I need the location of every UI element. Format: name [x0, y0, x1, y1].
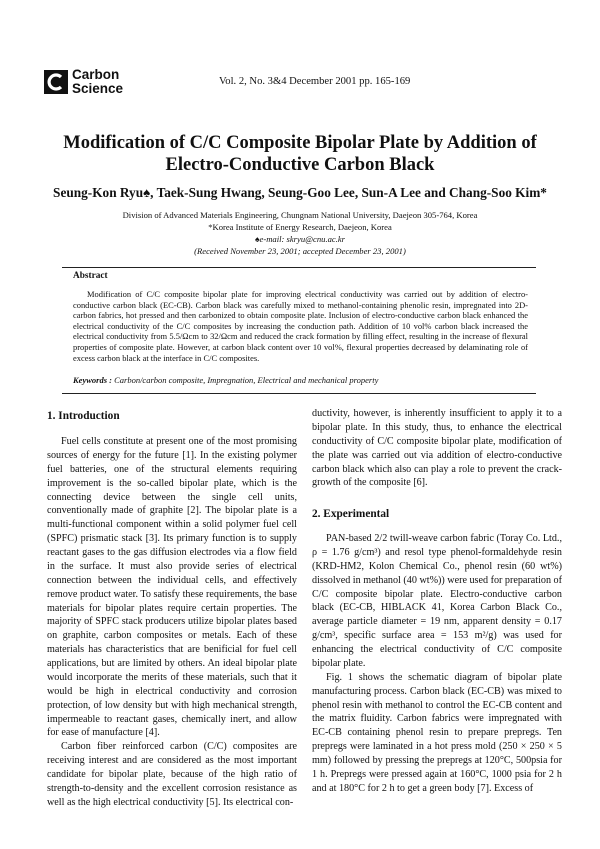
section-heading-introduction: 1. Introduction [47, 410, 120, 422]
abstract-heading: Abstract [73, 271, 108, 281]
journal-logo [44, 68, 124, 100]
paper-title-line2: Electro-Conductive Carbon Black [165, 155, 435, 175]
experimental-paragraph-1: PAN-based 2/2 twill-weave carbon fabric (Toray Co. Ltd., ρ = 1.76 g/cm³) and resol type phenol-formaldehyde resin (KRD-HM2, Kolon Chemical Co., phenol resin (60 wt%) dissolved in methanol (40 wt%)) were used for preparation of C/C composite bipolar plate. Electro-conductive carbon black (EC-CB, HIBLACK 41, Korea Carbon Black Co., average particle diameter = 19 nm, apparent density = 0.17 g/cm³, specific surface area = 153 m²/g) was used for enhancing the electrical conductivity of C/C composite bipolar plate. [312, 533, 562, 669]
intro-continuation: ductivity, however, is inherently insufficient to apply it to a bipolar plate. In this study, thus, to enhance the electrical conductivity of C/C composite bipolar plate, modification of the plate was carried out via addition of electro-conductive carbon black which also can play a role to prevent the crack-growth of the composite [6]. [312, 408, 562, 489]
carbon-science-logo-icon [44, 70, 68, 94]
volume-info: Vol. 2, No. 3&4 December 2001 pp. 165-169 [219, 76, 411, 87]
right-column-top [312, 407, 562, 490]
intro-paragraph-2: Carbon fiber reinforced carbon (C/C) composites are receiving interest and are considered as the most important candidate for bipolar plate, because of the high ratio of strength-to-density and the excellent corrosion resistance as well as the high electrical conductivity [5]. Its electrical con- [47, 741, 297, 808]
section-heading-experimental: 2. Experimental [312, 508, 390, 520]
journal-name [72, 68, 123, 96]
keywords-label: Keywords : [73, 375, 112, 385]
abstract-text: Modification of C/C composite bipolar plate for improving electrical conductivity was carried out by addition of electro-conductive carbon black (EC-CB). Carbon black was carefully mixed to methanol-containing phenolic resin, impregnated into 2D-carbon fabrics, hot pressed and then carbonized to obtain composite plate. Inclusion of electro-conductive carbon black enhanced the electrical conductivity of the C/C composites by increasing the conduction path. Addition of 10 vol% carbon black increased the electrical conductivity from 5.5/Ωcm to 32/Ωcm and reduced the crack formation by filling effect, resulting in the increase of flexural properties of composite plate. However, at carbon black content over 10 vol%, flexural properties decreased by delaminating role of excess carbon black at the interface in C/C composites. [73, 289, 528, 363]
paper-title-line1: Modification of C/C Composite Bipolar Plate by Addition of [63, 133, 537, 153]
keywords-line [73, 375, 378, 385]
affiliation-secondary: *Korea Institute of Energy Research, Daejeon, Korea [208, 222, 392, 232]
affiliation: Division of Advanced Materials Engineering, Chungnam National University, Daejeon 305-764, Korea [122, 210, 478, 220]
intro-paragraph-1: Fuel cells constitute at present one of the most promising sources of energy for the future [1]. In the existing polymer fuel batteries, one of the structural elements requiring improvement is the so-called bipolar plate, which is the connecting device between the single cell units, conventionally made of graphite [2]. The bipolar plate is a multi-functional component within a solid polymer fuel cell (SPFC) prismatic stack [3]. Its primary function is to supply reactant gases to the gas diffusion electrodes via a flow field in the surface. It must also provide series of electrical connection between the individual cells, and effectively remove product water. To satisfy these requirements, the base materials for bipolar plates require certain properties. The majority of SPFC stack producers utilize bipolar plates based on graphite, carbon composites or metals. Each of these materials has characteristics that are benificial for fuel cell applications, but are limited by others. An ideal bipolar plate would incorporate the merits of these materials, such that it would be high in electrical conductivity and corrosion protection, of low density but with high mechanical strength, impermeable to reactant gases, chemically inert, and allow for ease of manufacture [4]. [47, 436, 297, 739]
journal-name-line1: Carbon [72, 67, 120, 82]
journal-name-line2: Science [72, 81, 124, 96]
left-column [47, 435, 297, 810]
paper-title [40, 132, 560, 176]
author-list: Seung-Kon Ryu♠, Taek-Sung Hwang, Seung-Goo Lee, Sun-A Lee and Chang-Soo Kim* [53, 185, 547, 200]
corresponding-email: ♠e-mail: skryu@cnu.ac.kr [254, 234, 346, 244]
right-column-bottom [312, 532, 562, 796]
keywords-list: Carbon/carbon composite, Impregnation, Electrical and mechanical property [114, 375, 379, 385]
received-dates: (Received November 23, 2001; accepted December 23, 2001) [194, 246, 406, 256]
experimental-paragraph-2: Fig. 1 shows the schematic diagram of bipolar plate manufacturing process. Carbon black (EC-CB) was mixed to phenol resin with methanol to control the EC-CB content and the matrix fluidity. Carbon fabrics were impregnated with EC-CB containing phenol resin to prepare prepregs. Ten prepregs were laminated in a hot press mold (250 × 250 × 5 mm) followed by pressing the prepregs at 120°C, 500psia for 1 h. Prepregs were pressed again at 160°C, 1000 psia for 2 h and at 180°C for 2 h to get a green body [7]. Excess of [312, 671, 562, 794]
